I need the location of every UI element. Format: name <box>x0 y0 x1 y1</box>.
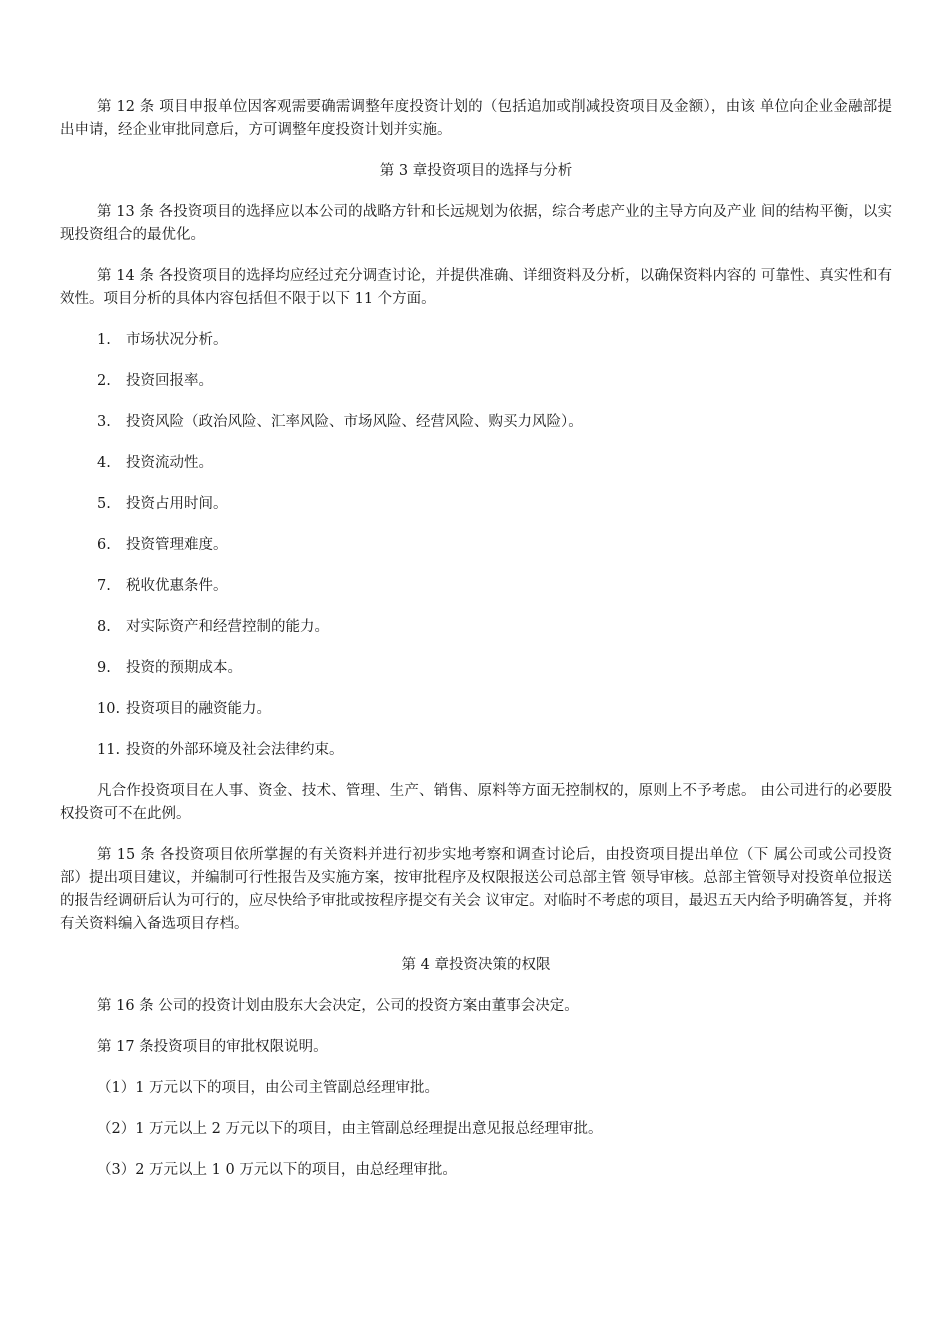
list-item <box>60 657 892 680</box>
article-12: 第 12 条 项目申报单位因客观需要确需调整年度投资计划的（包括追加或削减投资项目及金额），由该 单位向企业金融部提出申请，经企业审批同意后，方可调整年度投资计划并实施。 <box>60 99 892 138</box>
list-item <box>60 411 892 434</box>
list-item <box>60 575 892 598</box>
list-item-number: 7. <box>97 578 111 594</box>
article-14: 第 14 条 各投资项目的选择均应经过充分调查讨论，并提供准确、详细资料及分析，以确保资料内容的 可靠性、真实性和有效性。项目分析的具体内容包括但不限于以下 11 个方面。 <box>60 268 892 307</box>
list-item-text: 投资项目的融资能力。 <box>126 701 271 717</box>
approval-item: （3）2 万元以上 1 0 万元以下的项目，由总经理审批。 <box>97 1162 457 1178</box>
list-item-number: 3. <box>97 414 111 430</box>
list-item-number: 9. <box>97 660 111 676</box>
article-17: 第 17 条投资项目的审批权限说明。 <box>97 1039 328 1055</box>
list-item <box>60 370 892 393</box>
document-page <box>60 96 892 1200</box>
list-item-text: 投资的预期成本。 <box>126 660 242 676</box>
approval-item: （2）1 万元以上 2 万元以下的项目，由主管副总经理提出意见报总经理审批。 <box>97 1121 603 1137</box>
list-item-text: 投资的外部环境及社会法律约束。 <box>126 742 344 758</box>
article-16: 第 16 条 公司的投资计划由股东大会决定，公司的投资方案由董事会决定。 <box>97 998 579 1014</box>
article-13: 第 13 条 各投资项目的选择应以本公司的战略方针和长远规划为依据，综合考虑产业的主导方向及产业 间的结构平衡，以实现投资组合的最优化。 <box>60 204 892 243</box>
list-item-number: 8. <box>97 619 111 635</box>
control-note: 凡合作投资项目在人事、资金、技术、管理、生产、销售、原料等方面无控制权的，原则上不予考虑。 由公司进行的必要股权投资可不在此例。 <box>60 783 892 822</box>
analysis-list <box>60 329 892 762</box>
list-item <box>60 493 892 516</box>
list-item <box>60 534 892 557</box>
list-item-number: 11. <box>97 742 121 758</box>
chapter-3-heading: 第 3 章投资项目的选择与分析 <box>379 163 573 179</box>
approval-item: （1）1 万元以下的项目，由公司主管副总经理审批。 <box>97 1080 440 1096</box>
list-item-number: 6. <box>97 537 111 553</box>
list-item <box>60 739 892 762</box>
list-item-number: 5. <box>97 496 111 512</box>
approval-list <box>60 1077 892 1182</box>
list-item-number: 10. <box>97 701 121 717</box>
list-item-text: 投资占用时间。 <box>126 496 228 512</box>
list-item-text: 对实际资产和经营控制的能力。 <box>126 619 329 635</box>
list-item-text: 投资管理难度。 <box>126 537 228 553</box>
list-item-number: 2. <box>97 373 111 389</box>
list-item-text: 投资流动性。 <box>126 455 213 471</box>
list-item <box>60 616 892 639</box>
list-item-text: 税收优惠条件。 <box>126 578 228 594</box>
list-item <box>60 698 892 721</box>
list-item <box>60 329 892 352</box>
article-15: 第 15 条 各投资项目依所掌握的有关资料并进行初步实地考察和调查讨论后，由投资项目提出单位（下 属公司或公司投资部）提出项目建议，并编制可行性报告及实施方案，按审批程序及权限报送公司总部主管 领导审核。总部主管领导对投资单位报送的报告经调研后认为可行的，应尽快给予审批或按程序提交有关会 议审定。对临时不考虑的项目，最迟五天内给予明确答复，并将有关资料编入备选项目存档。 <box>60 847 892 932</box>
chapter-4-heading: 第 4 章投资决策的权限 <box>401 957 551 973</box>
list-item <box>60 452 892 475</box>
list-item-text: 投资回报率。 <box>126 373 213 389</box>
list-item-number: 1. <box>97 332 111 348</box>
list-item-number: 4. <box>97 455 111 471</box>
list-item-text: 市场状况分析。 <box>126 332 228 348</box>
list-item-text: 投资风险（政治风险、汇率风险、市场风险、经营风险、购买力风险）。 <box>126 414 583 430</box>
